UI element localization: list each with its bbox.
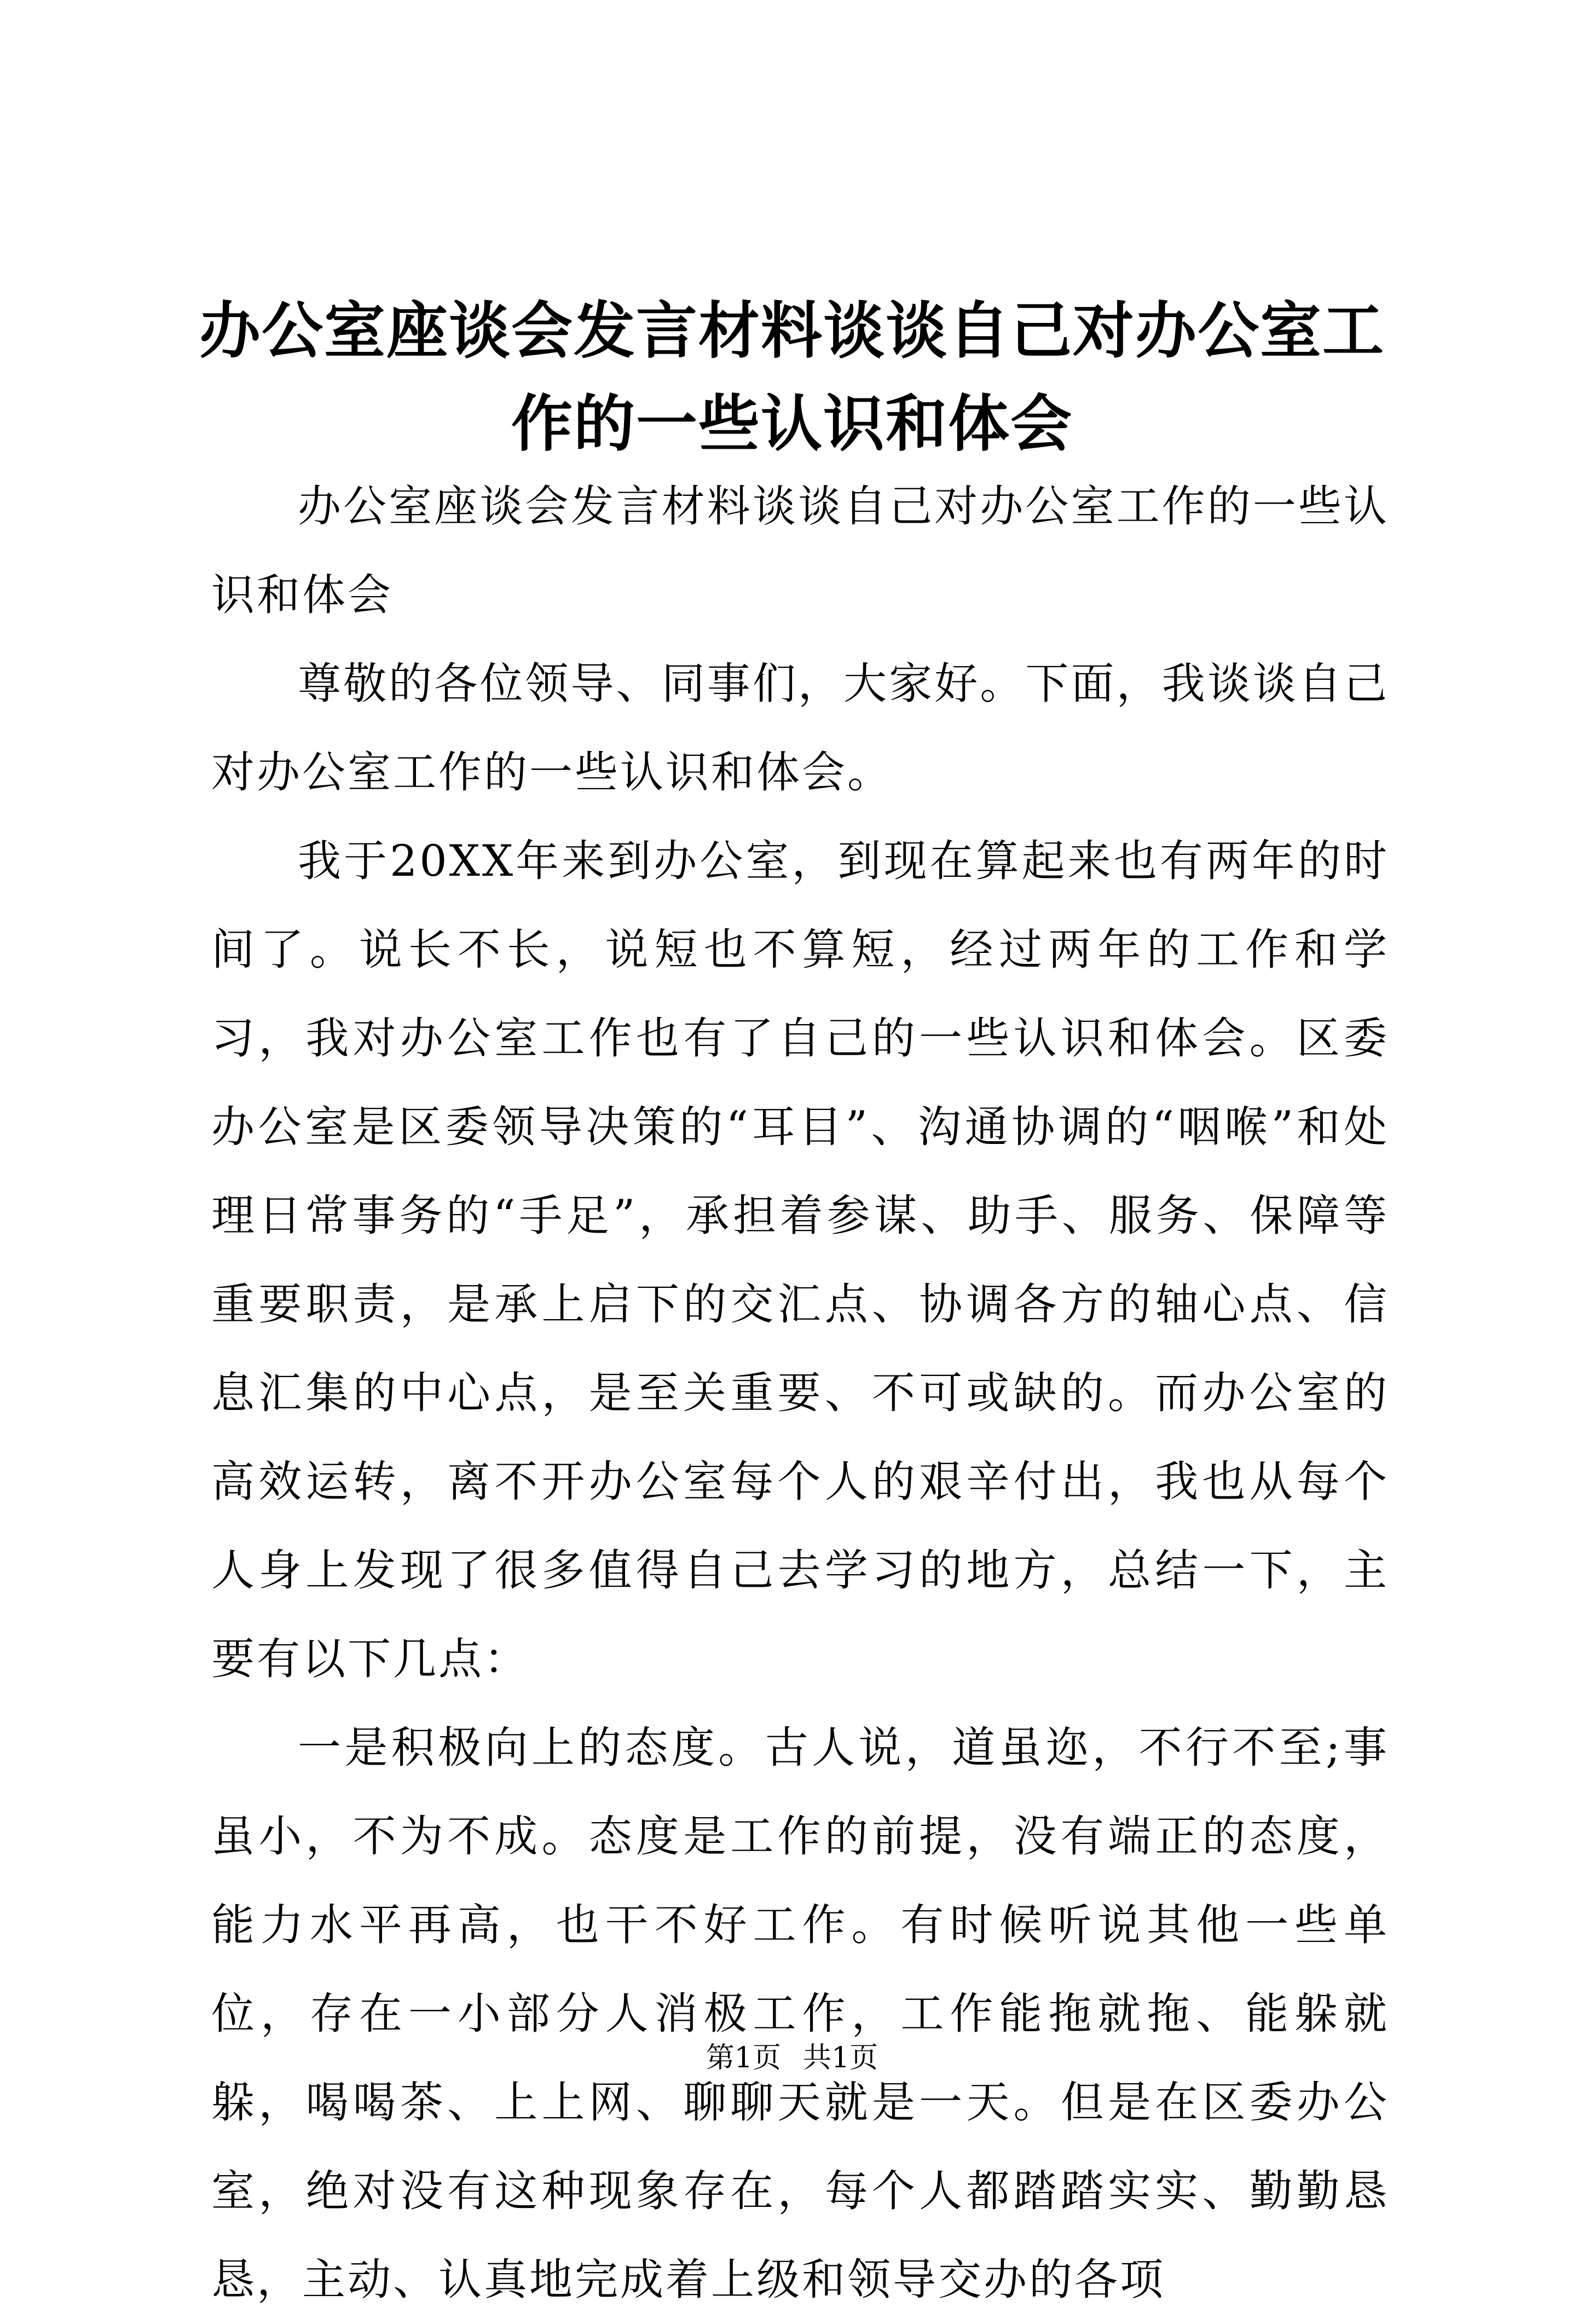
page-number-total: 共1页 bbox=[803, 2042, 878, 2074]
document-title: 办公室座谈会发言材料谈谈自己对办公室工作的一些认识和体会 bbox=[199, 295, 1385, 460]
page-number-current: 第1页 bbox=[706, 2042, 781, 2074]
paragraph-point-one: 一是积极向上的态度。古人说，道虽迩，不行不至;事虽小，不为不成。态度是工作的前提，没有端正的态度，能力水平再高，也干不好工作。有时候听说其他一些单位，存在一小部分人消极工作，工作能拖就拖、能躲就躲，喝喝茶、上上网、聊聊天就是一天。但是在区委办公室，绝对没有这种现象存在，每个人都踏踏实实、勤勤恳恳，主动、认真地完成着上级和领导交办的各项 bbox=[211, 1722, 1389, 2305]
paragraph-greeting: 尊敬的各位领导、同事们，大家好。下面，我谈谈自己对办公室工作的一些认识和体会。 bbox=[211, 658, 1389, 797]
paragraph-heading-repeat: 办公室座谈会发言材料谈谈自己对办公室工作的一些认识和体会 bbox=[211, 481, 1389, 620]
paragraph-introduction: 我于20XX年来到办公室，到现在算起来也有两年的时间了。说长不长，说短也不算短，经过两年的工作和学习，我对办公室工作也有了自己的一些认识和体会。区委办公室是区委领导决策的“耳目”、沟通协调的“咽喉”和处理日常事务的“手足”，承担着参谋、助手、服务、保障等重要职责，是承上启下的交汇点、协调各方的轴心点、信息汇集的中心点，是至关重要、不可或缺的。而办公室的高效运转，离不开办公室每个人的艰辛付出，我也从每个人身上发现了很多值得自己去学习的地方，总结一下，主要有以下几点： bbox=[211, 836, 1389, 1684]
page-footer bbox=[0, 2036, 1584, 2080]
